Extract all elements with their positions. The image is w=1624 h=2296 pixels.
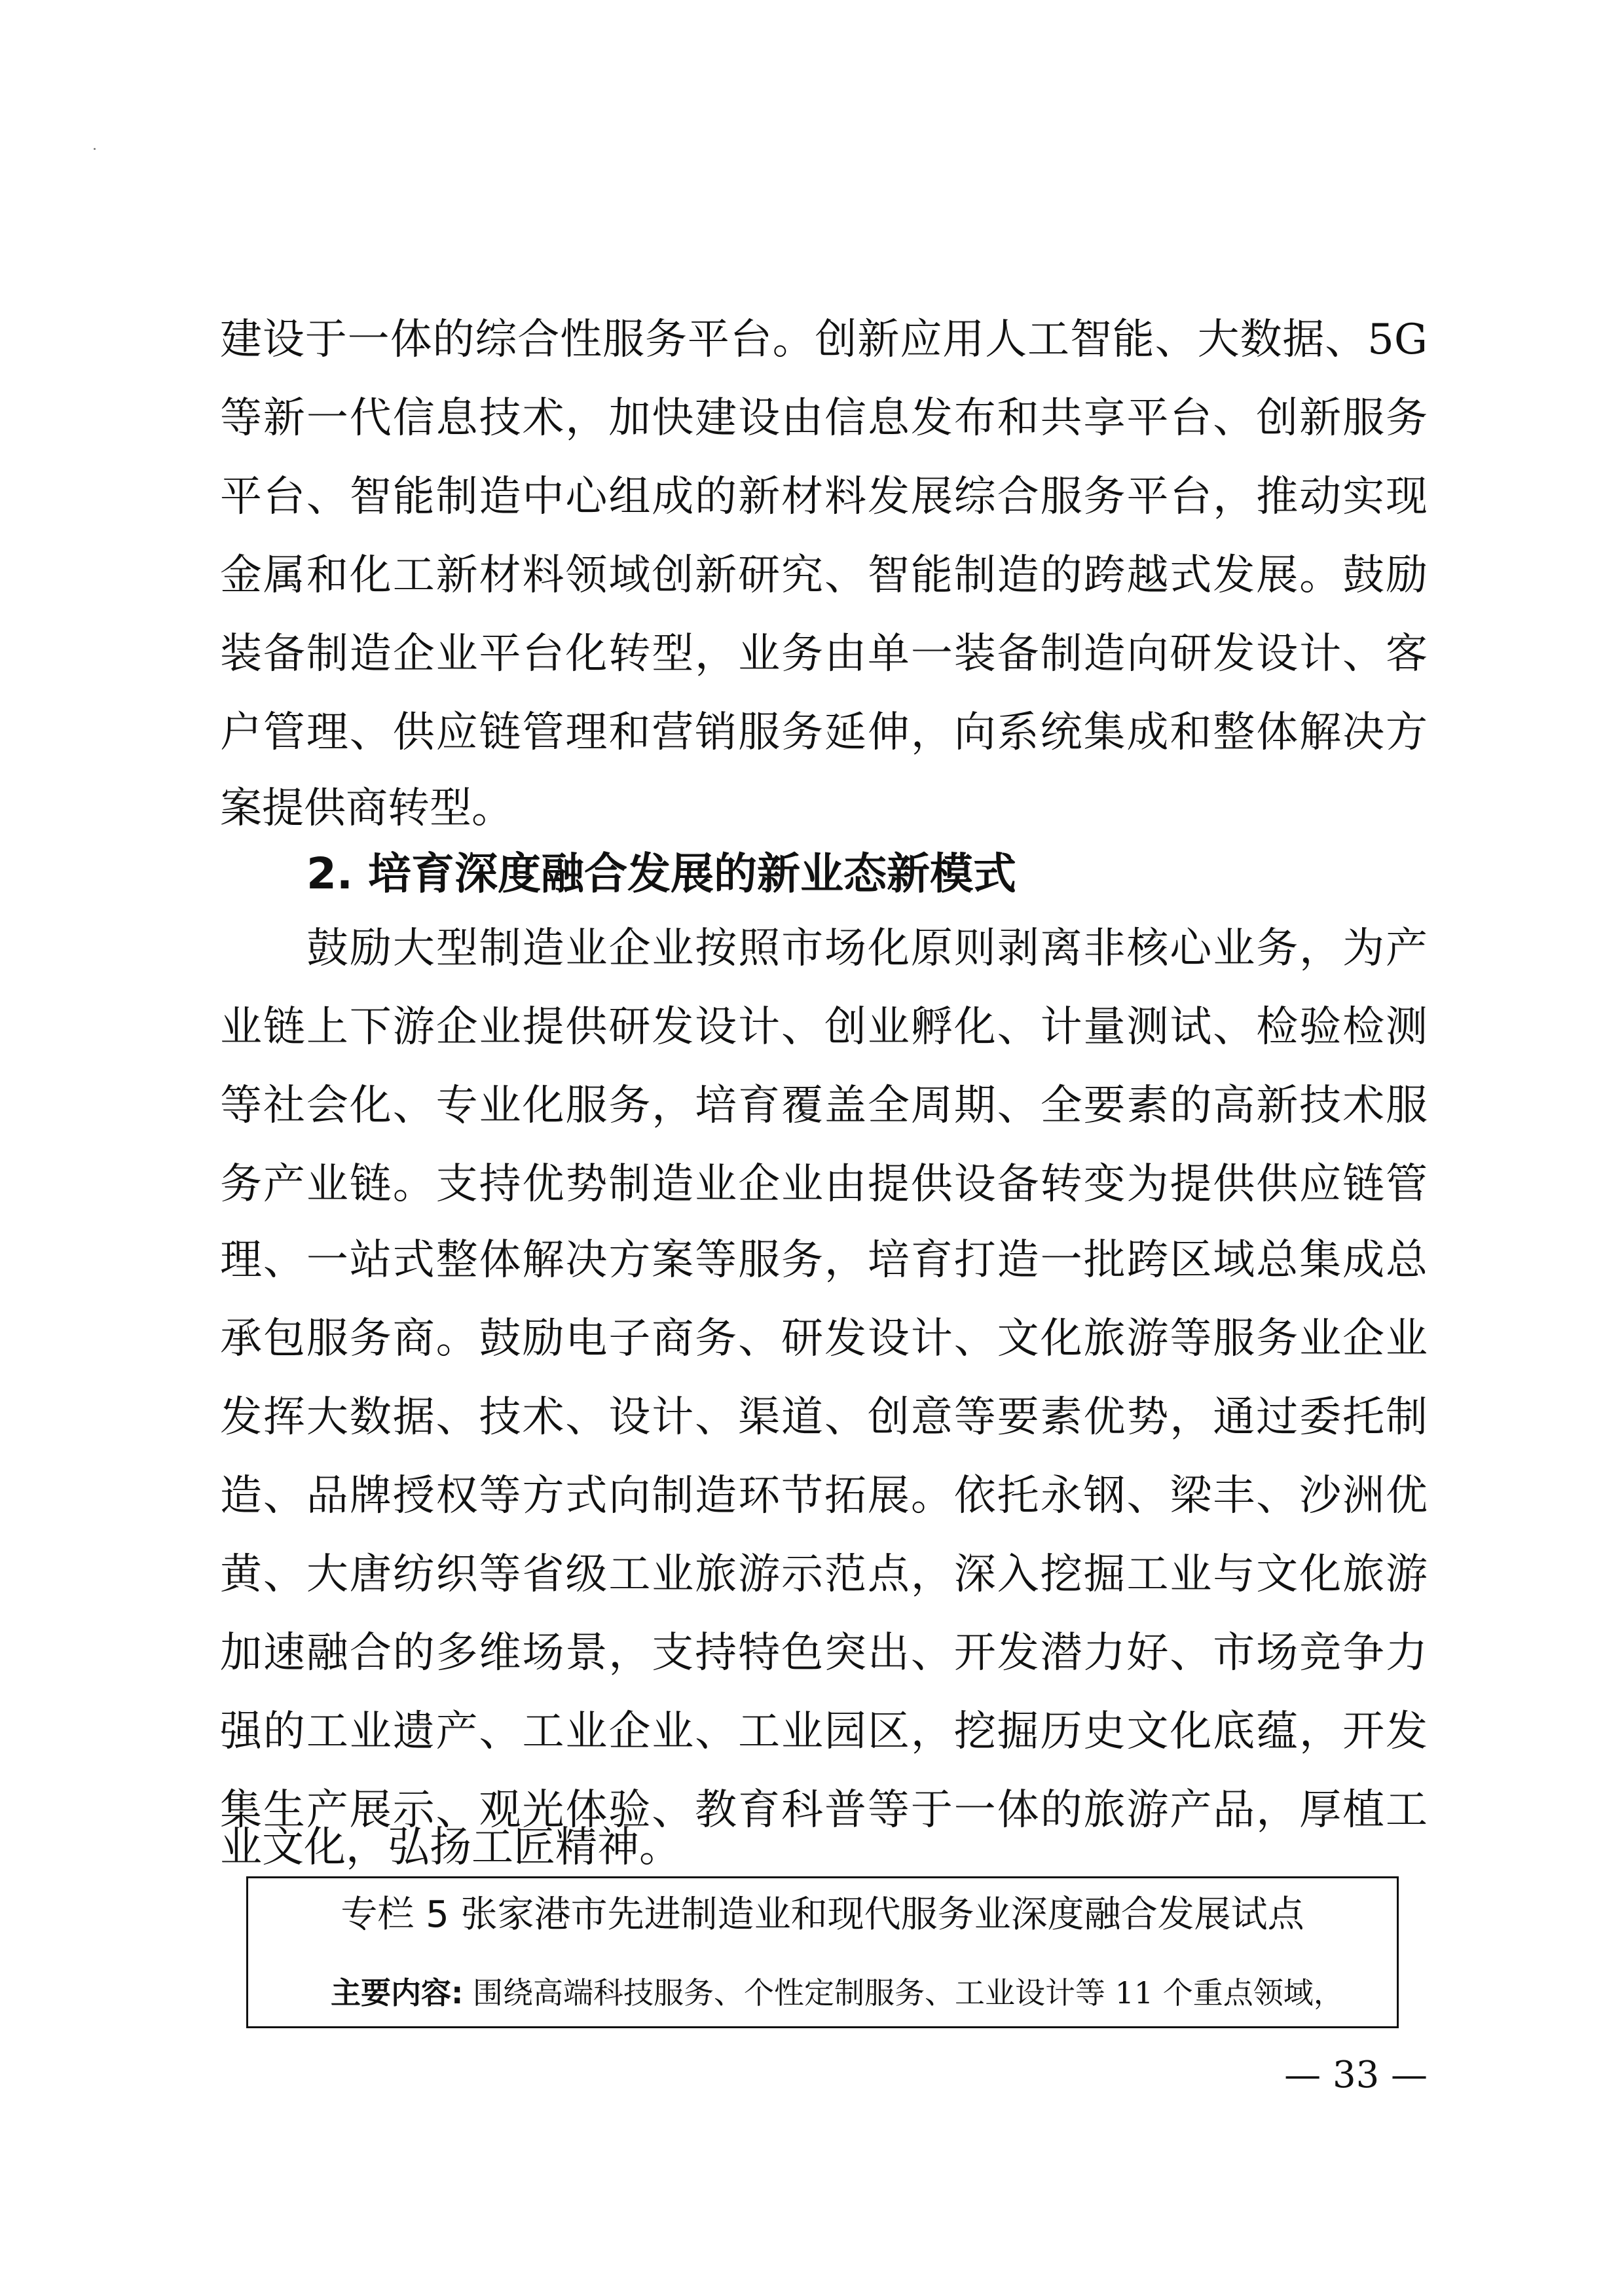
column-box-label: 主要内容: <box>331 1975 464 2011</box>
column-box <box>246 1876 1399 2028</box>
paragraph1-line: 户管理、供应链管理和营销服务延伸，向系统集成和整体解决方 <box>220 708 1428 757</box>
column-box-body <box>331 1970 1344 2016</box>
paragraph2-line: 业链上下游企业提供研发设计、创业孵化、计量测试、检验检测 <box>220 1003 1428 1051</box>
paragraph2-line: 等社会化、专业化服务，培育覆盖全周期、全要素的高新技术服 <box>220 1082 1428 1130</box>
paragraph2-line: 理、一站式整体解决方案等服务，培育打造一批跨区域总集成总 <box>220 1236 1428 1285</box>
paragraph1-line: 装备制造企业平台化转型，业务由单一装备制造向研发设计、客 <box>220 630 1428 678</box>
paragraph2-line: 加速融合的多维场景，支持特色突出、开发潜力好、市场竞争力 <box>220 1629 1428 1677</box>
section-heading: 2. 培育深度融合发展的新业态新模式 <box>306 848 1016 899</box>
scan-speck <box>94 148 96 150</box>
column-box-text: 围绕高端科技服务、个性定制服务、工业设计等 11 个重点领域， <box>473 1975 1344 2011</box>
paragraph1-line: 平台、智能制造中心组成的新材料发展综合服务平台，推动实现 <box>220 473 1428 521</box>
paragraph1-line: 建设于一体的综合性服务平台。创新应用人工智能、大数据、5G <box>220 316 1428 364</box>
paragraph2-line: 鼓励大型制造业企业按照市场化原则剥离非核心业务，为产 <box>306 924 1428 973</box>
paragraph1-line: 等新一代信息技术，加快建设由信息发布和共享平台、创新服务 <box>220 394 1428 443</box>
paragraph1-line: 金属和化工新材料领域创新研究、智能制造的跨越式发展。鼓励 <box>220 551 1428 600</box>
paragraph1-line: 案提供商转型。 <box>220 784 513 833</box>
paragraph2-line: 发挥大数据、技术、设计、渠道、创意等要素优势，通过委托制 <box>220 1393 1428 1442</box>
paragraph2-line: 集生产展示、观光体验、教育科普等于一体的旅游产品，厚植工 <box>220 1786 1428 1834</box>
paragraph2-line: 黄、大唐纺织等省级工业旅游示范点，深入挖掘工业与文化旅游 <box>220 1550 1428 1599</box>
paragraph2-line: 造、品牌授权等方式向制造环节拓展。依托永钢、梁丰、沙洲优 <box>220 1472 1428 1520</box>
paragraph2-line: 承包服务商。鼓励电子商务、研发设计、文化旅游等服务业企业 <box>220 1315 1428 1363</box>
paragraph2-line: 务产业链。支持优势制造业企业由提供设备转变为提供供应链管 <box>220 1160 1428 1209</box>
paragraph2-line: 强的工业遗产、工业企业、工业园区，挖掘历史文化底蕴，开发 <box>220 1707 1428 1756</box>
column-box-title: 专栏 5 张家港市先进制造业和现代服务业深度融合发展试点 <box>341 1893 1304 1936</box>
paragraph2-line: 业文化，弘扬工匠精神。 <box>220 1823 681 1872</box>
page-number: — 33 — <box>1284 2054 1428 2096</box>
